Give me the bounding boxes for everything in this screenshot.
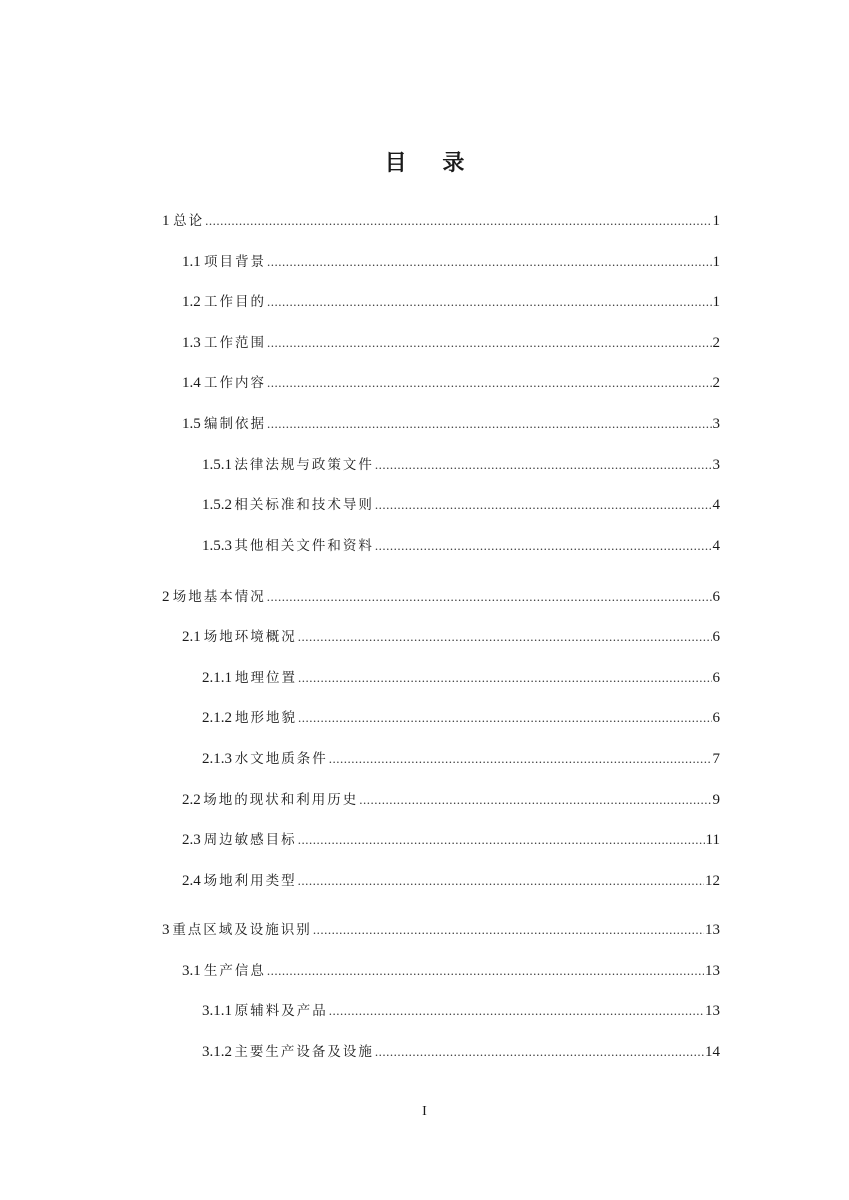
toc-entry-number: 1.5.3	[202, 538, 232, 554]
toc-dot-leader	[267, 373, 712, 393]
toc-entry[interactable]	[182, 871, 720, 891]
toc-entry-label: 重点区域及设施识别	[172, 922, 312, 938]
toc-entry[interactable]	[202, 495, 720, 515]
toc-entry-number: 3.1.2	[202, 1044, 232, 1060]
toc-entry-page: 1	[712, 294, 720, 310]
toc-entry[interactable]	[162, 920, 720, 940]
toc-entry-page: 2	[712, 335, 720, 351]
toc-entry-number: 1	[162, 213, 170, 229]
toc-entry-page: 6	[712, 670, 720, 686]
toc-entry[interactable]	[182, 414, 720, 434]
toc-entry-page: 6	[712, 629, 720, 645]
toc-entry-label: 场地基本情况	[172, 589, 266, 605]
toc-entry-number: 3	[162, 922, 170, 938]
toc-entry[interactable]	[162, 211, 720, 231]
toc-entry[interactable]	[182, 830, 720, 850]
toc-dot-leader	[359, 790, 711, 810]
toc-entry[interactable]	[202, 708, 720, 728]
toc-entry-label: 工作目的	[203, 294, 266, 310]
toc-dot-leader	[298, 871, 704, 891]
toc-entry-number: 2.1.1	[202, 670, 232, 686]
toc-entry-page: 4	[712, 497, 720, 513]
toc-entry-number: 2.1.2	[202, 710, 232, 726]
toc-entry[interactable]	[202, 536, 720, 556]
toc-entry-number: 2.2	[182, 792, 201, 808]
toc-entry-label: 总论	[173, 213, 205, 229]
toc-entry-page: 1	[712, 254, 720, 270]
toc-entry[interactable]	[162, 587, 720, 607]
toc-entry[interactable]	[182, 373, 720, 393]
toc-entry-number: 2	[162, 589, 170, 605]
toc-dot-leader	[298, 708, 712, 728]
toc-entry-number: 1.1	[182, 254, 201, 270]
toc-entry-page: 3	[712, 457, 720, 473]
toc-entry-number: 1.3	[182, 335, 201, 351]
toc-dot-leader	[375, 536, 712, 556]
toc-entry-label: 主要生产设备及设施	[234, 1044, 374, 1060]
toc-dot-leader	[298, 668, 712, 688]
toc-entry-page: 11	[705, 832, 720, 848]
toc-dot-leader	[267, 587, 712, 607]
toc-dot-leader	[329, 749, 712, 769]
toc-entry-page: 3	[712, 416, 720, 432]
toc-dot-leader	[267, 414, 712, 434]
toc-entry-label: 场地利用类型	[203, 873, 297, 889]
toc-dot-leader	[267, 252, 712, 272]
toc-entry-page: 13	[705, 963, 720, 979]
toc-entry[interactable]	[202, 455, 720, 475]
toc-entry-number: 2.1	[182, 629, 201, 645]
toc-entry-label: 生产信息	[203, 963, 266, 979]
toc-entry-number: 1.5	[182, 416, 201, 432]
toc-entry-label: 周边敏感目标	[203, 832, 297, 848]
toc-dot-leader	[267, 292, 712, 312]
toc-dot-leader	[329, 1001, 704, 1021]
toc-entry-page: 13	[705, 922, 720, 938]
toc-entry-label: 工作内容	[203, 375, 266, 391]
toc-entry-number: 2.4	[182, 873, 201, 889]
toc-dot-leader	[205, 211, 711, 231]
toc-entry-number: 2.3	[182, 832, 201, 848]
page-title: 目 录	[384, 150, 479, 176]
toc-entry-number: 1.4	[182, 375, 201, 391]
toc-entry-page: 6	[712, 589, 720, 605]
toc-entry[interactable]	[182, 961, 720, 981]
toc-entry-label: 项目背景	[203, 254, 266, 270]
toc-entry-page: 14	[705, 1044, 720, 1060]
toc-dot-leader	[375, 455, 712, 475]
toc-dot-leader	[313, 920, 704, 940]
toc-entry-label: 场地的现状和利用历史	[203, 792, 359, 808]
toc-dot-leader	[375, 1042, 704, 1062]
toc-entry-label: 相关标准和技术导则	[234, 497, 374, 513]
toc-entry-page: 12	[705, 873, 720, 889]
toc-entry-label: 原辅料及产品	[234, 1003, 328, 1019]
toc-entry[interactable]	[182, 292, 720, 312]
toc-entry-number: 1.5.2	[202, 497, 232, 513]
toc-entry-page: 7	[712, 751, 720, 767]
toc-entry-page: 9	[712, 792, 720, 808]
toc-entry-number: 1.5.1	[202, 457, 232, 473]
toc-entry[interactable]	[182, 790, 720, 810]
toc-entry[interactable]	[182, 333, 720, 353]
toc-dot-leader	[375, 495, 712, 515]
toc-dot-leader	[267, 961, 704, 981]
toc-entry-label: 地形地貌	[234, 710, 297, 726]
toc-entry-label: 场地环境概况	[203, 629, 297, 645]
toc-entry-page: 6	[712, 710, 720, 726]
toc-entry-label: 地理位置	[234, 670, 297, 686]
page-number-footer: I	[422, 1104, 427, 1119]
toc-entry[interactable]	[202, 668, 720, 688]
toc-entry[interactable]	[202, 1042, 720, 1062]
toc-dot-leader	[267, 333, 712, 353]
toc-entry-page: 4	[712, 538, 720, 554]
toc-entry-label: 编制依据	[203, 416, 266, 432]
toc-entry[interactable]	[202, 1001, 720, 1021]
toc-dot-leader	[298, 830, 705, 850]
toc-dot-leader	[298, 627, 712, 647]
toc-entry-label: 其他相关文件和资料	[234, 538, 374, 554]
toc-entry-page: 2	[712, 375, 720, 391]
toc-entry-label: 水文地质条件	[234, 751, 328, 767]
toc-entry-number: 3.1	[182, 963, 201, 979]
toc-entry-label: 法律法规与政策文件	[234, 457, 374, 473]
toc-entry[interactable]	[202, 749, 720, 769]
toc-entry[interactable]	[182, 627, 720, 647]
toc-entry-label: 工作范围	[203, 335, 266, 351]
toc-entry-page: 13	[705, 1003, 720, 1019]
toc-entry-number: 2.1.3	[202, 751, 232, 767]
toc-entry-number: 3.1.1	[202, 1003, 232, 1019]
toc-entry[interactable]	[182, 252, 720, 272]
toc-entry-page: 1	[712, 213, 720, 229]
toc-entry-number: 1.2	[182, 294, 201, 310]
